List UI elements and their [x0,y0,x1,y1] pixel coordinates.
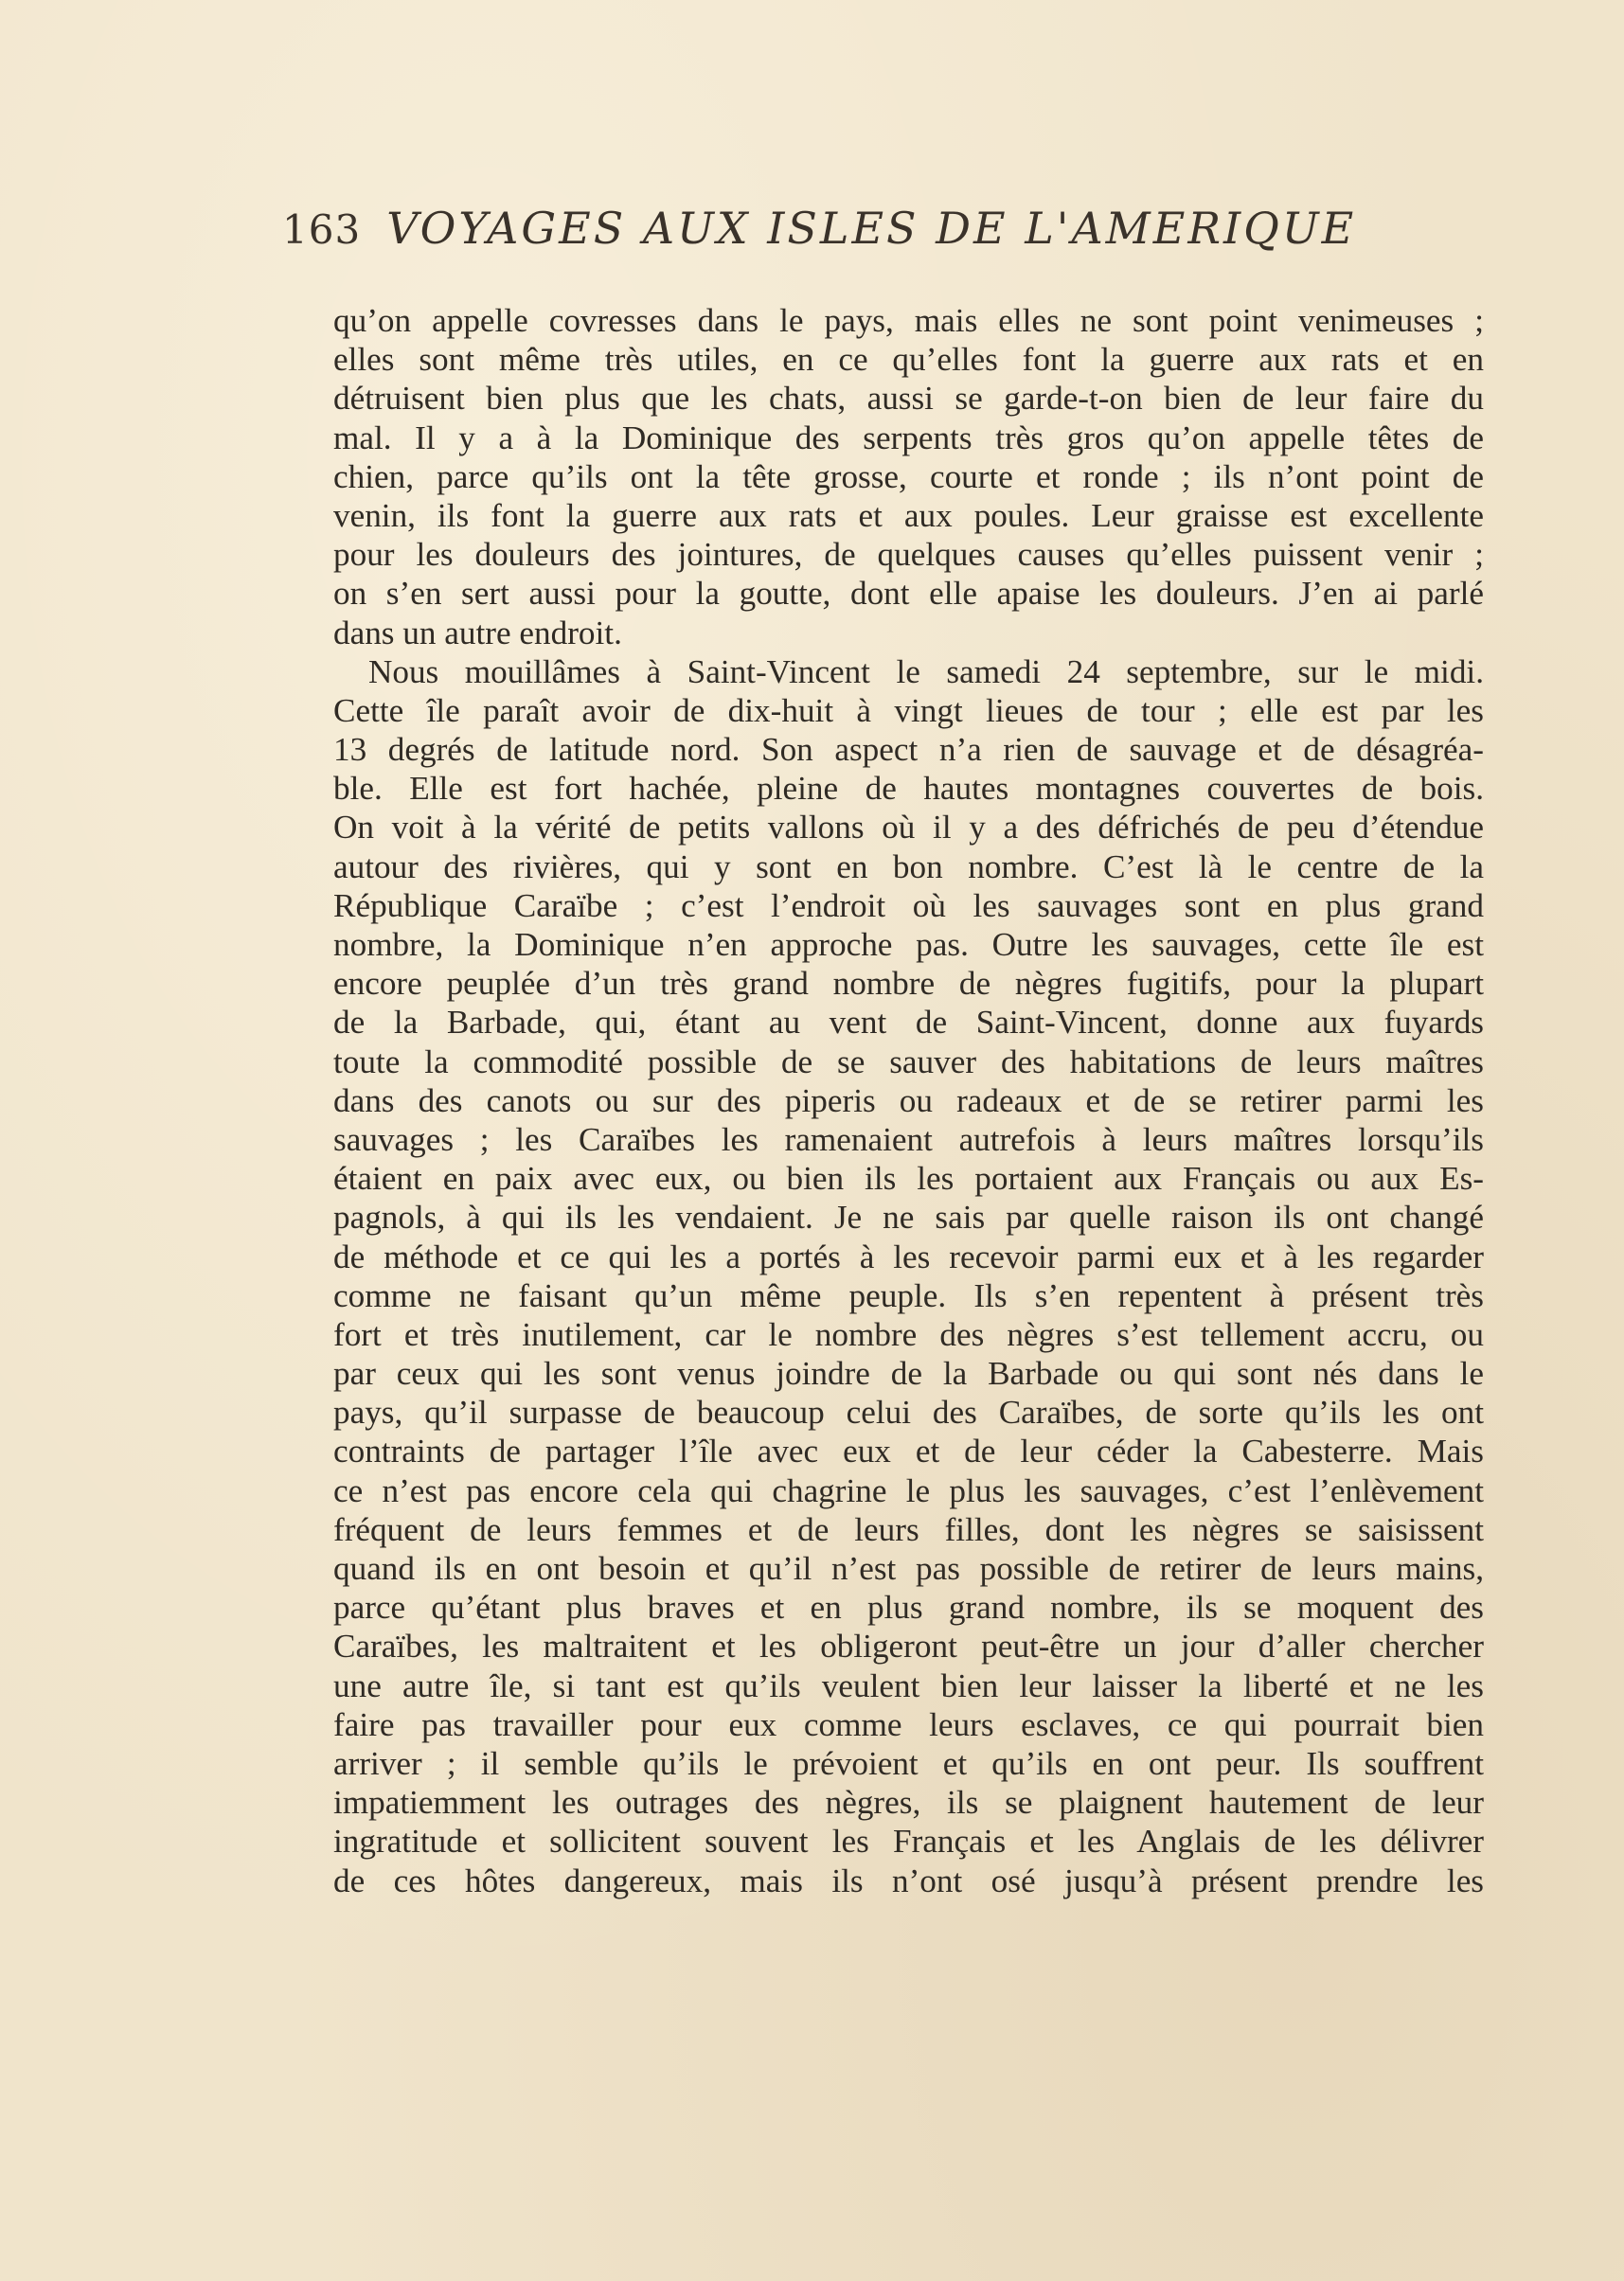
text-line: étaient en paix avec eux, ou bien ils les portaient aux Français ou aux Es- [333,1160,1484,1198]
text-line: ble. Elle est fort hachée, pleine de hautes montagnes couvertes de bois. [333,770,1484,808]
text-line: une autre île, si tant est qu’ils veulent bien leur laisser la liberté et ne les [333,1666,1484,1704]
text-line: de méthode et ce qui les a portés à les recevoir parmi eux et à les regarder [333,1238,1484,1275]
text-line: ingratitude et sollicitent souvent les Français et les Anglais de les délivrer [333,1823,1484,1861]
text-line: ce n’est pas encore cela qui chagrine le plus les sauvages, c’est l’enlèvement [333,1471,1484,1509]
running-head [282,203,1400,259]
text-line: On voit à la vérité de petits vallons où il y a des défrichés de peu d’étendue [333,809,1484,846]
text-line: 13 degrés de latitude nord. Son aspect n’a rien de sauvage et de désagréa- [333,731,1484,769]
text-line: République Caraïbe ; c’est l’endroit où les sauvages sont en plus grand [333,886,1484,924]
text-line: nombre, la Dominique n’en approche pas. Outre les sauvages, cette île est [333,926,1484,963]
text-line: elles sont même très utiles, en ce qu’elles font la guerre aux rats et en [333,341,1484,379]
text-line: pour les douleurs des jointures, de quelques causes qu’elles puissent venir ; [333,536,1484,574]
text-line: qu’on appelle covresses dans le pays, mais elles ne sont point venimeuses ; [333,302,1484,339]
text-line: dans des canots ou sur des piperis ou radeaux et de se retirer parmi les [333,1081,1484,1119]
text-line: Cette île paraît avoir de dix-huit à vingt lieues de tour ; elle est par les [333,691,1484,729]
book-title: VOYAGES AUX ISLES DE L'AMERIQUE [386,203,1357,254]
text-line: par ceux qui les sont venus joindre de la Barbade ou qui sont nés dans le [333,1355,1484,1393]
text-line: quand ils en ont besoin et qu’il n’est pas possible de retirer de leurs mains, [333,1550,1484,1587]
text-line: chien, parce qu’ils ont la tête grosse, courte et ronde ; ils n’ont point de [333,457,1484,495]
text-line: contraints de partager l’île avec eux et de leur céder la Cabesterre. Mais [333,1433,1484,1470]
paragraph-end-line: dans un autre endroit. [333,614,622,651]
text-line: pays, qu’il surpasse de beaucoup celui des Caraïbes, de sorte qu’ils les ont [333,1394,1484,1432]
text-line: on s’en sert aussi pour la goutte, dont elle apaise les douleurs. J’en ai parlé [333,575,1484,613]
text-line: fort et très inutilement, car le nombre des nègres s’est tellement accru, ou [333,1315,1484,1353]
text-line: pagnols, à qui ils les vendaient. Je ne sais par quelle raison ils ont changé [333,1199,1484,1237]
text-line: fréquent de leurs femmes et de leurs filles, dont les nègres se saisissent [333,1510,1484,1548]
page-number: 163 [282,206,362,253]
text-line: encore peuplée d’un très grand nombre de nègres fugitifs, pour la plupart [333,965,1484,1003]
text-line: comme ne faisant qu’un même peuple. Ils s’en repentent à présent très [333,1276,1484,1314]
text-line: toute la commodité possible de se sauver des habitations de leurs maîtres [333,1042,1484,1080]
text-line: faire pas travailler pour eux comme leurs esclaves, ce qui pourrait bien [333,1705,1484,1743]
text-line: mal. Il y a à la Dominique des serpents très gros qu’on appelle têtes de [333,419,1484,456]
text-line: détruisent bien plus que les chats, aussi se garde-t-on bien de leur faire du [333,380,1484,418]
text-line: parce qu’étant plus braves et en plus grand nombre, ils se moquent des [333,1589,1484,1627]
text-line: Caraïbes, les maltraitent et les obligeront peut-être un jour d’aller chercher [333,1628,1484,1666]
text-line: impatiemment les outrages des nègres, ils se plaignent hautement de leur [333,1784,1484,1822]
text-line: de ces hôtes dangereux, mais ils n’ont osé jusqu’à présent prendre les [333,1862,1484,1899]
text-line: venin, ils font la guerre aux rats et aux poules. Leur graisse est excellente [333,496,1484,534]
paragraph-first-line [333,652,1484,691]
text-line: autour des rivières, qui y sont en bon nombre. C’est là le centre de la [333,847,1484,885]
text-line: de la Barbade, qui, étant au vent de Saint-Vincent, donne aux fuyards [333,1004,1484,1042]
text-line: arriver ; il semble qu’ils le prévoient et qu’ils en ont peur. Ils souffrent [333,1744,1484,1782]
text-line: sauvages ; les Caraïbes les ramenaient autrefois à leurs maîtres lorsqu’ils [333,1120,1484,1158]
indented-text: Nous mouillâmes à Saint-Vincent le samedi 24 septembre, sur le midi. [367,652,1484,690]
body-text [333,301,1484,1911]
